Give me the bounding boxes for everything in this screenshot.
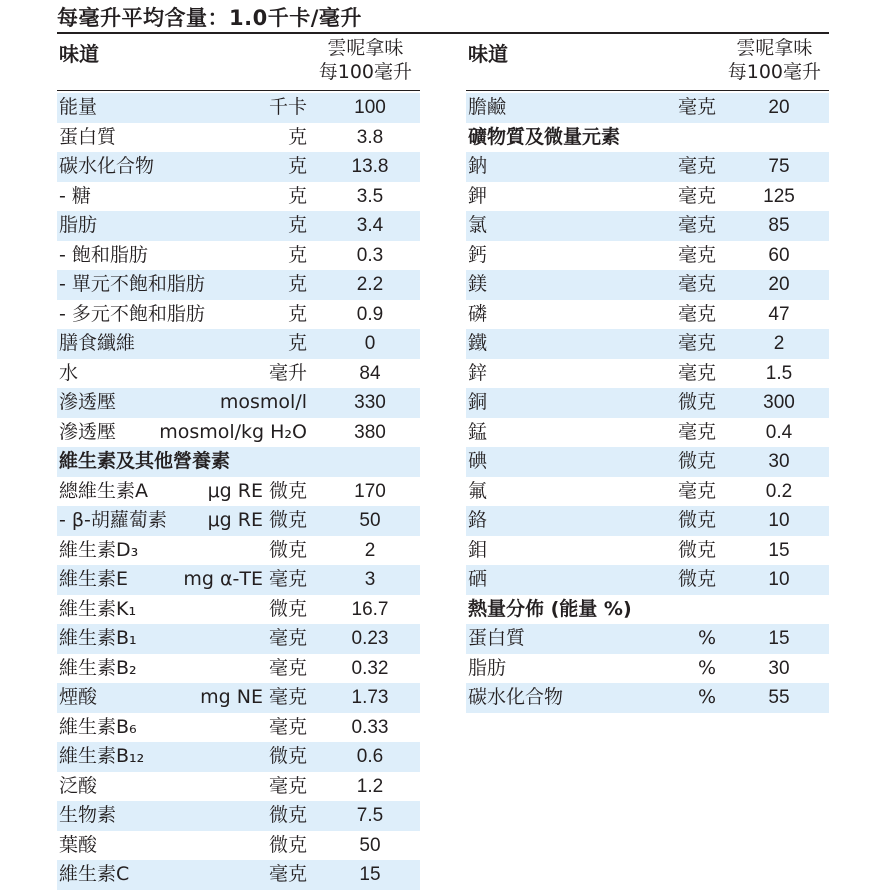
section-heading-row: [466, 595, 829, 625]
nutrient-name: 鋅: [468, 361, 488, 384]
nutrient-row: [57, 388, 420, 418]
nutrient-name: 鐵: [468, 332, 488, 354]
nutrient-name: 生物素: [59, 804, 117, 826]
nutrient-unit: 微克: [677, 538, 716, 561]
nutrient-name: 維生素B₁₂: [59, 745, 145, 767]
column-heading: [728, 36, 821, 84]
nutrient-name: 滲透壓: [59, 420, 117, 443]
nutrient-name: 維生素E: [59, 568, 129, 590]
nutrient-row: [57, 211, 420, 241]
nutrient-row: [57, 359, 420, 389]
nutrient-value: 47: [768, 303, 790, 325]
nutrient-row: [466, 506, 829, 536]
nutrient-value: 0.6: [356, 746, 384, 767]
nutrient-unit: 毫克: [677, 243, 716, 266]
nutrient-unit: 克: [287, 273, 307, 295]
nutrient-name: 滲透壓: [59, 391, 117, 413]
nutrient-value: 20: [768, 97, 790, 118]
nutrient-unit: %: [697, 656, 716, 679]
nutrient-unit: 毫克: [268, 715, 307, 738]
nutrient-unit: 毫克: [677, 214, 716, 236]
nutrient-row: [57, 772, 420, 802]
nutrient-value: 0.32: [351, 657, 389, 679]
nutrient-value: 10: [768, 510, 790, 531]
page-title: 每毫升平均含量：1.0千卡/毫升: [57, 6, 362, 30]
nutrient-unit: 毫克: [677, 155, 716, 177]
nutrient-value: 0.3: [356, 244, 384, 266]
nutrient-value: 0.33: [351, 716, 389, 738]
nutrient-row: [466, 447, 829, 477]
nutrient-row: [466, 624, 829, 654]
nutrient-value: 0.9: [356, 303, 384, 325]
left-table: [57, 34, 420, 890]
nutrient-unit: 毫克: [677, 332, 716, 354]
nutrient-name: - 飽和脂肪: [59, 243, 148, 266]
nutrient-value: 300: [763, 392, 795, 413]
nutrient-row: [466, 359, 829, 389]
nutrient-name: 氯: [468, 214, 488, 236]
left-table-body: [57, 93, 420, 890]
nutrient-value: 55: [768, 687, 790, 708]
nutrient-unit: 克: [287, 155, 307, 177]
flavour-label: 味道: [59, 42, 99, 66]
nutrient-value: 2: [773, 333, 785, 354]
nutrient-name: 鈉: [468, 155, 488, 177]
nutrient-unit: 克: [287, 125, 307, 148]
nutrient-unit: mosmol/l: [219, 391, 307, 413]
nutrient-value: 60: [768, 244, 790, 266]
nutrient-value: 1.5: [765, 362, 793, 384]
nutrient-name: 膽鹼: [468, 96, 507, 118]
nutrient-row: [466, 654, 829, 684]
section-heading: 維生素及其他營養素: [59, 450, 231, 472]
nutrient-value: 170: [354, 480, 386, 502]
nutrient-name: 氟: [468, 479, 488, 502]
nutrient-value: 0.2: [765, 480, 793, 502]
nutrient-value: 2.2: [356, 274, 384, 295]
nutrient-unit: 毫克: [268, 656, 307, 679]
nutrient-unit: mosmol/kg H₂O: [159, 420, 307, 443]
nutrient-row: [466, 536, 829, 566]
nutrient-row: [466, 477, 829, 507]
column-heading: [319, 36, 412, 84]
nutrient-name: - 糖: [59, 184, 91, 207]
nutrient-value: 85: [768, 215, 790, 236]
nutrient-value: 84: [359, 362, 381, 384]
nutrient-value: 2: [364, 539, 376, 561]
nutrient-value: 0.4: [765, 421, 793, 443]
nutrient-value: 15: [768, 628, 790, 649]
nutrient-unit: 毫克: [268, 627, 307, 649]
nutrient-name: 銅: [468, 391, 488, 413]
nutrient-row: [57, 683, 420, 713]
section-heading: 熱量分佈 (能量 %): [468, 597, 632, 620]
nutrient-unit: 微克: [677, 450, 716, 472]
nutrient-name: 水: [59, 361, 79, 384]
nutrient-value: 125: [763, 185, 795, 207]
nutrient-unit: mg NE 毫克: [200, 686, 307, 708]
nutrient-row: [57, 595, 420, 625]
nutrient-unit: 微克: [677, 391, 716, 413]
nutrient-name: 碳水化合物: [468, 686, 564, 708]
nutrient-row: [57, 506, 420, 536]
nutrient-name: 維生素K₁: [59, 597, 137, 620]
nutrient-name: 錳: [468, 420, 488, 443]
flavour-name: 雲呢拿味: [736, 37, 813, 59]
nutrient-unit: 微克: [268, 538, 307, 561]
nutrient-unit: 毫升: [268, 361, 307, 384]
nutrient-value: 15: [768, 539, 790, 561]
nutrient-row: [57, 182, 420, 212]
nutrient-row: [57, 654, 420, 684]
nutrient-name: 鎂: [468, 273, 488, 295]
nutrient-name: 煙酸: [59, 686, 98, 708]
nutrient-unit: 毫克: [268, 774, 307, 797]
nutrient-value: 0: [364, 333, 376, 354]
right-table-body: [466, 93, 829, 713]
nutrient-unit: 千卡: [268, 96, 307, 118]
nutrient-row: [466, 683, 829, 713]
nutrient-unit: 克: [287, 243, 307, 266]
right-table: [466, 34, 829, 713]
nutrient-name: 脂肪: [59, 214, 98, 236]
nutrient-unit: 微克: [677, 509, 716, 531]
nutrient-unit: 毫克: [268, 863, 307, 885]
nutrient-row: [57, 418, 420, 448]
nutrient-name: 泛酸: [59, 774, 98, 797]
nutrient-name: 鈣: [468, 243, 488, 266]
nutrient-value: 3: [364, 569, 376, 590]
nutrient-value: 1.2: [356, 775, 384, 797]
nutrient-row: [466, 418, 829, 448]
nutrient-row: [57, 329, 420, 359]
section-heading-row: [57, 447, 420, 477]
nutrient-row: [57, 565, 420, 595]
nutrient-row: [57, 801, 420, 831]
nutrient-name: 能量: [59, 96, 98, 118]
nutrient-unit: 毫克: [677, 361, 716, 384]
nutrient-unit: 微克: [268, 804, 307, 826]
nutrient-name: 維生素D₃: [59, 538, 139, 561]
nutrient-name: 脂肪: [468, 656, 507, 679]
section-heading-row: [466, 123, 829, 153]
nutrient-name: 維生素C: [59, 863, 130, 885]
nutrient-unit: 毫克: [677, 479, 716, 502]
nutrient-value: 13.8: [351, 156, 389, 177]
nutrient-name: 碘: [468, 450, 488, 472]
nutrient-name: 鉀: [468, 184, 488, 207]
nutrient-row: [466, 93, 829, 123]
nutrient-value: 0.23: [351, 628, 389, 649]
nutrient-unit: 毫克: [677, 273, 716, 295]
nutrient-value: 15: [359, 864, 381, 885]
nutrient-name: 葉酸: [59, 833, 98, 856]
nutrient-name: 鉬: [468, 538, 488, 561]
nutrient-name: - β-胡蘿蔔素: [59, 509, 167, 531]
nutrient-unit: 毫克: [677, 420, 716, 443]
nutrient-value: 3.5: [356, 185, 384, 207]
nutrient-unit: 毫克: [677, 302, 716, 325]
nutrient-row: [466, 182, 829, 212]
right-table-header: [466, 34, 829, 91]
nutrient-value: 10: [768, 569, 790, 590]
nutrient-row: [57, 270, 420, 300]
nutrient-unit: 克: [287, 214, 307, 236]
nutrient-value: 16.7: [351, 598, 389, 620]
nutrient-value: 7.5: [356, 805, 384, 826]
nutrient-name: - 多元不飽和脂肪: [59, 302, 205, 325]
nutrient-name: 碳水化合物: [59, 155, 155, 177]
nutrient-name: - 單元不飽和脂肪: [59, 273, 205, 295]
nutrient-unit: μg RE 微克: [207, 509, 307, 531]
nutrient-unit: %: [697, 686, 716, 708]
nutrient-unit: %: [697, 627, 716, 649]
nutrient-name: 磷: [468, 302, 488, 325]
nutrient-unit: μg RE 微克: [207, 479, 307, 502]
per-unit-label: 每100毫升: [727, 61, 821, 83]
nutrient-row: [57, 860, 420, 890]
nutrient-row: [57, 300, 420, 330]
nutrient-name: 鉻: [468, 509, 488, 531]
nutrient-row: [466, 152, 829, 182]
flavour-name: 雲呢拿味: [327, 37, 404, 59]
nutrient-name: 硒: [468, 568, 488, 590]
nutrient-row: [57, 123, 420, 153]
flavour-label: 味道: [468, 42, 508, 66]
nutrient-unit: 毫克: [677, 184, 716, 207]
nutrient-value: 50: [359, 834, 381, 856]
per-unit-label: 每100毫升: [318, 61, 412, 83]
nutrient-row: [57, 241, 420, 271]
nutrient-row: [57, 536, 420, 566]
nutrient-row: [57, 831, 420, 861]
nutrient-row: [466, 241, 829, 271]
nutrient-row: [57, 152, 420, 182]
left-table-header: [57, 34, 420, 91]
nutrient-row: [57, 624, 420, 654]
nutrient-row: [57, 477, 420, 507]
nutrient-row: [466, 565, 829, 595]
nutrient-row: [466, 388, 829, 418]
nutrient-name: 維生素B₁: [59, 627, 137, 649]
nutrient-value: 100: [354, 97, 386, 118]
nutrient-unit: 克: [287, 184, 307, 207]
nutrient-row: [57, 713, 420, 743]
nutrient-name: 膳食纖維: [59, 332, 136, 354]
nutrient-unit: 微克: [268, 833, 307, 856]
nutrient-value: 3.8: [356, 126, 384, 148]
nutrient-value: 30: [768, 451, 790, 472]
nutrient-unit: 微克: [268, 745, 307, 767]
nutrient-name: 蛋白質: [468, 627, 526, 649]
nutrient-row: [466, 329, 829, 359]
nutrient-value: 330: [354, 392, 386, 413]
nutrient-row: [466, 270, 829, 300]
nutrient-value: 75: [768, 156, 790, 177]
nutrient-unit: 毫克: [677, 96, 716, 118]
section-heading: 礦物質及微量元素: [468, 125, 621, 148]
nutrient-value: 50: [359, 510, 381, 531]
nutrient-value: 1.73: [351, 687, 389, 708]
nutrient-row: [57, 93, 420, 123]
nutrient-row: [466, 300, 829, 330]
nutrient-unit: mg α-TE 毫克: [183, 568, 307, 590]
nutrient-unit: 克: [287, 332, 307, 354]
nutrient-row: [57, 742, 420, 772]
nutrient-value: 20: [768, 274, 790, 295]
nutrient-unit: 微克: [677, 568, 716, 590]
nutrient-unit: 微克: [268, 597, 307, 620]
nutrient-value: 380: [354, 421, 386, 443]
nutrient-name: 蛋白質: [59, 125, 117, 148]
nutrient-row: [466, 211, 829, 241]
nutrient-unit: 克: [287, 302, 307, 325]
nutrient-value: 3.4: [356, 215, 384, 236]
nutrient-name: 維生素B₆: [59, 715, 137, 738]
nutrient-name: 維生素B₂: [59, 656, 137, 679]
nutrient-name: 總維生素A: [59, 479, 148, 502]
nutrient-value: 30: [768, 657, 790, 679]
